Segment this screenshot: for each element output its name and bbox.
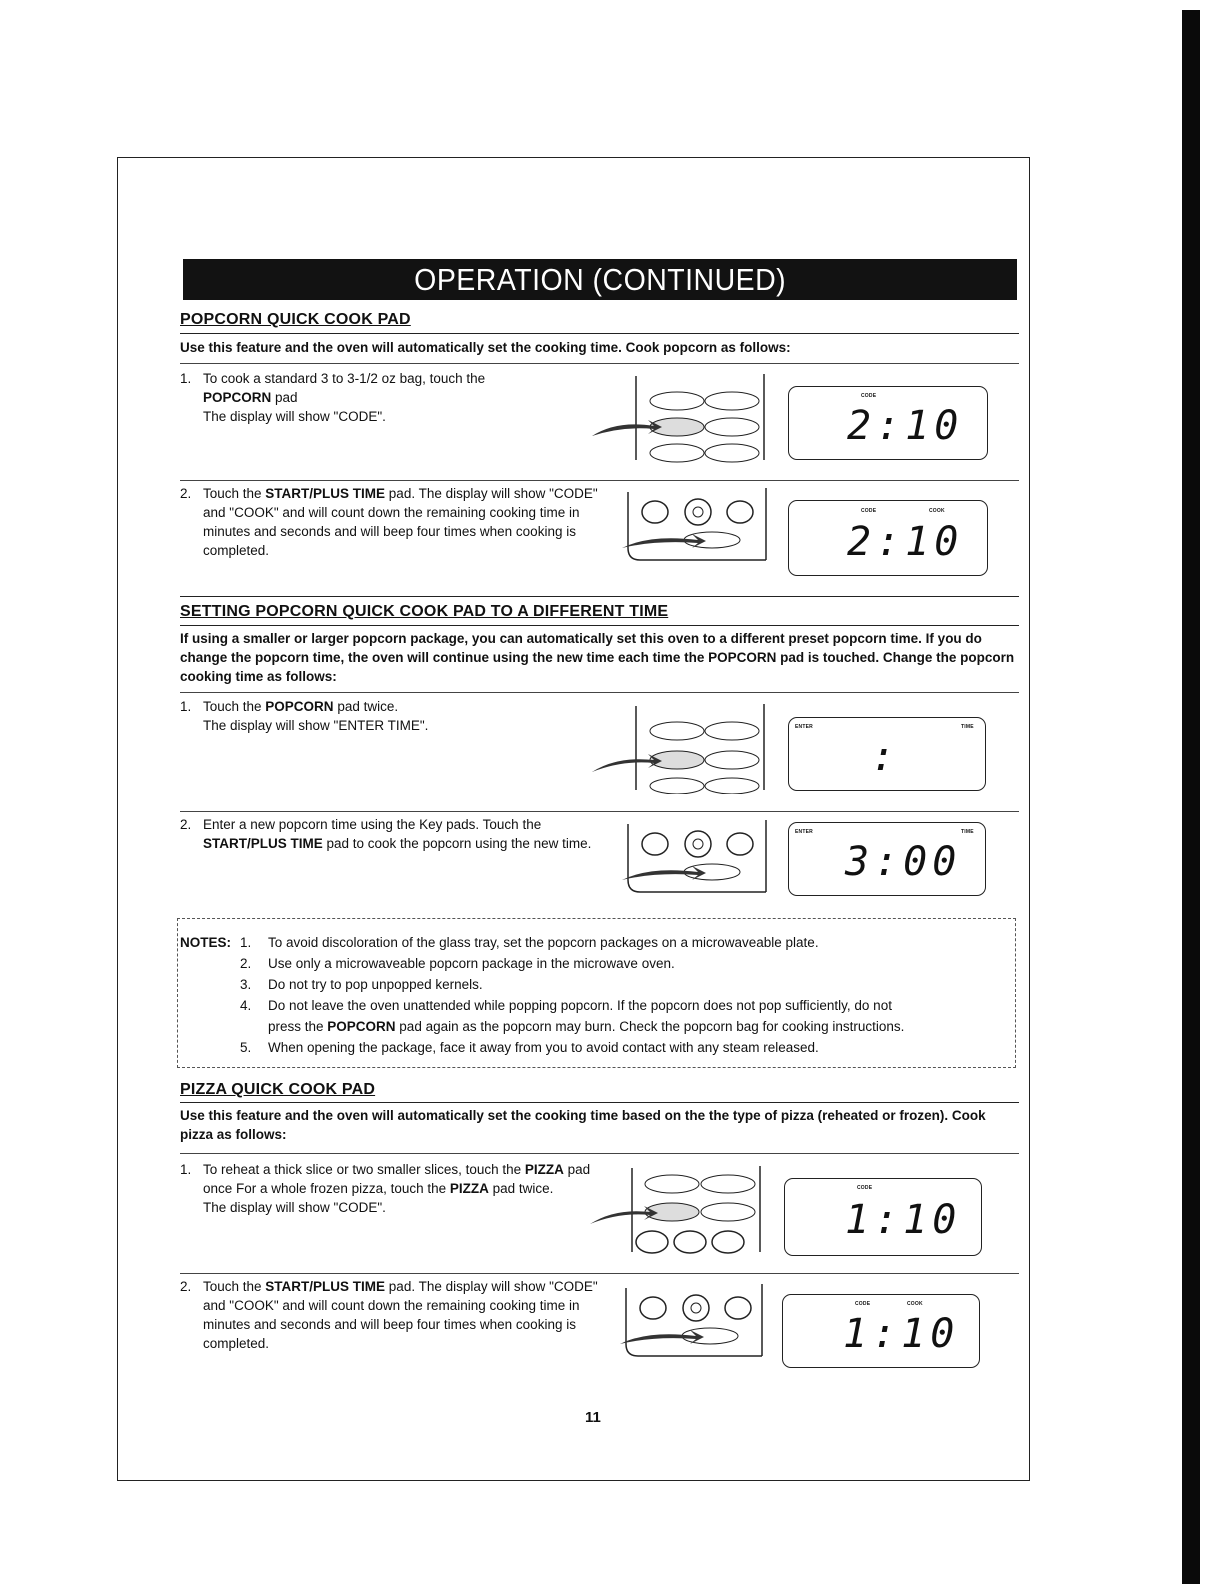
popcorn-section-title: POPCORN QUICK COOK PAD [180,311,411,328]
step-text: The display will show "CODE". [203,409,386,424]
lcd-display [788,500,988,576]
step-text: Touch the [203,699,266,714]
note-number: 1. [240,935,252,950]
start-keypad-illustration [620,820,770,896]
popcorn-pad-name: POPCORN [265,699,334,714]
start-keypad-illustration [618,1284,768,1360]
popcorn-keypad-illustration [592,374,774,464]
banner-title: OPERATION (CONTINUED) [414,261,786,297]
lcd-display [784,1178,982,1256]
pizza-step-1 [180,1160,600,1217]
step-text: pad twice. [488,1181,554,1196]
display-indicator-time: TIME [961,829,974,835]
divider [180,333,1019,334]
divider [180,363,1019,364]
setting-intro: If using a smaller or larger popcorn package, you can automatically set this oven to a different preset popcorn time. If you do change the popcorn time, the oven will continue using the new time each time the POPCORN pad is touched. Change the popcorn cooking time as follows: [180,631,1015,684]
display-indicator-code: CODE [861,508,877,514]
popcorn-intro: Use this feature and the oven will automatically set the cooking time. Cook popcorn as follows: [180,340,791,355]
start-pad-name: START/PLUS TIME [265,486,386,501]
popcorn-step-1 [180,369,600,426]
pizza-pad-name: PIZZA [449,1181,489,1196]
start-pad-name: START/PLUS TIME [265,1279,386,1294]
lcd-display [788,822,986,896]
lcd-display [788,717,986,791]
divider [180,480,1019,481]
start-pad-name: START/PLUS TIME [203,836,323,851]
note-text: Use only a microwaveable popcorn package in the microwave oven. [268,956,675,971]
display-digits: 2:10 [847,519,964,565]
pizza-intro: Use this feature and the oven will automatically set the cooking time based on the the type of pizza (reheated or frozen). Cook pizza as follows: [180,1108,986,1142]
display-indicator-enter: ENTER [795,829,813,835]
note-number: 5. [240,1040,252,1055]
step-number: 1. [180,371,192,386]
divider [180,625,1019,626]
step-number: 2. [180,1279,192,1294]
note-number: 4. [240,998,252,1013]
step-text: pad. The display will show "CODE" and "COOK" and will count down the remaining cooking time in minutes and seconds and will beep four times when cooking is completed. [203,486,598,558]
display-indicator-time: TIME [961,724,974,730]
note-text-segment: pad again as the popcorn may burn. Check the popcorn bag for cooking instructions. [395,1019,905,1034]
divider [180,1102,1019,1103]
step-text: Touch the [203,486,266,501]
notes-label: NOTES: [180,935,232,950]
pizza-section-title: PIZZA QUICK COOK PAD [180,1081,376,1098]
display-digits: 1:10 [845,1197,962,1243]
note-text: Do not leave the oven unattended while popping popcorn. If the popcorn does not pop sufficiently, do not [268,998,892,1013]
divider [180,596,1019,597]
page-number: 11 [585,1409,601,1426]
section-banner [183,259,1017,300]
start-keypad-illustration [620,488,770,564]
popcorn-step-2 [180,484,600,560]
setting-section-title: SETTING POPCORN QUICK COOK PAD TO A DIFFERENT TIME [180,603,669,620]
lcd-display [788,386,988,460]
step-text: Enter a new popcorn time using the Key pads. Touch the [203,817,542,832]
display-indicator-cook: COOK [907,1301,923,1307]
pizza-step-2 [180,1277,600,1353]
setting-step-1 [180,697,600,735]
step-text: Touch the [203,1279,266,1294]
popcorn-pad-name: POPCORN [327,1019,396,1034]
step-text: pad once For a whole frozen pizza, touch the [203,1162,591,1196]
display-indicator-code: CODE [861,393,877,399]
display-digits: 2:10 [847,403,964,449]
display-indicator-cook: COOK [929,508,945,514]
note-text-segment: press the [268,1019,328,1034]
display-digits: 1:10 [843,1311,960,1357]
step-text: pad. The display will show "CODE" and "COOK" and will count down the remaining cooking time in minutes and seconds and will beep four times when cooking is completed. [203,1279,598,1351]
pizza-keypad-illustration [590,1166,770,1258]
display-indicator-code: CODE [855,1301,871,1307]
note-text: To avoid discoloration of the glass tray, set the popcorn packages on a microwaveable plate. [268,935,819,950]
step-number: 1. [180,699,192,714]
step-number: 1. [180,1162,192,1177]
lcd-display [782,1294,980,1368]
step-text: pad twice. [333,699,399,714]
display-digits: 3:00 [845,839,962,885]
popcorn-pad-name: POPCORN [203,390,272,405]
step-number: 2. [180,486,192,501]
step-text: The display will show "CODE". [203,1200,386,1215]
divider [180,692,1019,693]
note-text [268,1017,1008,1036]
step-text: To reheat a thick slice or two smaller slices, touch the [203,1162,525,1177]
divider [180,1153,1019,1154]
display-digits: : [871,734,901,780]
popcorn-keypad-illustration [592,704,774,794]
display-indicator-code: CODE [857,1185,873,1191]
note-text: When opening the package, face it away from you to avoid contact with any steam released. [268,1040,819,1055]
display-indicator-enter: ENTER [795,724,813,730]
pizza-pad-name: PIZZA [524,1162,564,1177]
divider [180,1273,1019,1274]
step-text: pad to cook the popcorn using the new time. [322,836,592,851]
note-number: 2. [240,956,252,971]
step-text: The display will show "ENTER TIME". [203,718,429,733]
note-number: 3. [240,977,252,992]
step-number: 2. [180,817,192,832]
scan-edge-bar [1182,10,1200,1584]
step-text: pad [271,390,298,405]
step-text: To cook a standard 3 to 3-1/2 oz bag, touch the [203,371,486,386]
setting-step-2 [180,815,600,853]
note-text: Do not try to pop unpopped kernels. [268,977,483,992]
divider [180,811,1019,812]
